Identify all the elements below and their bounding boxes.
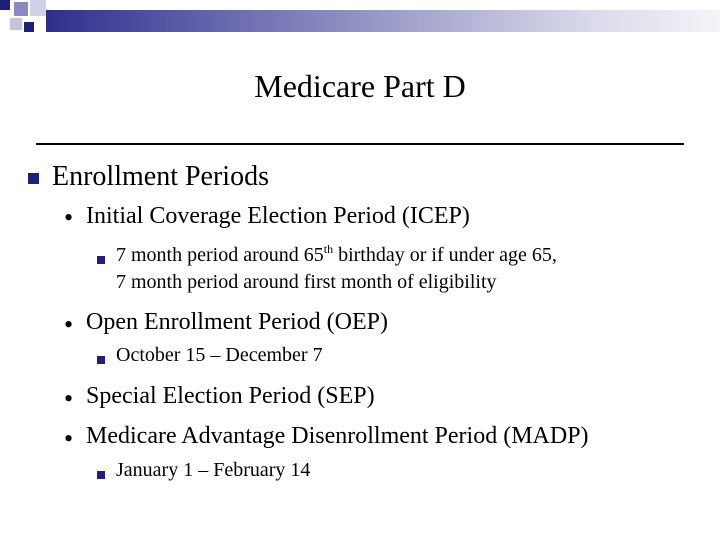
period-detail: October 15 – December 7 (116, 344, 323, 366)
bullet-dot-icon: • (64, 424, 74, 453)
banner-square (30, 0, 46, 16)
square-bullet-icon (97, 256, 105, 264)
period-detail: 7 month period around first month of eligibility (116, 271, 497, 293)
banner-square (10, 18, 22, 30)
square-bullet-icon (97, 356, 105, 364)
bullet-dot-icon: • (64, 384, 74, 413)
period-label: Initial Coverage Election Period (ICEP) (86, 203, 470, 229)
section-heading: Enrollment Periods (52, 161, 269, 192)
period-label: Medicare Advantage Disenrollment Period (MADP) (86, 423, 589, 449)
slide-title: Medicare Part D (254, 68, 466, 104)
banner-square (14, 2, 28, 16)
title-divider (36, 143, 684, 145)
bullet-dot-icon: • (64, 203, 74, 232)
bullet-dot-icon: • (64, 310, 74, 339)
banner-gradient (46, 10, 720, 32)
header-banner (0, 0, 720, 40)
period-label: Special Election Period (SEP) (86, 383, 375, 409)
period-detail: January 1 – February 14 (116, 459, 311, 481)
banner-square (0, 0, 10, 10)
period-detail: 7 month period around 65th birthday or if under age 65, (116, 242, 557, 266)
square-bullet-icon (28, 173, 39, 184)
square-bullet-icon (97, 471, 105, 479)
period-label: Open Enrollment Period (OEP) (86, 309, 388, 335)
banner-square (24, 22, 34, 32)
